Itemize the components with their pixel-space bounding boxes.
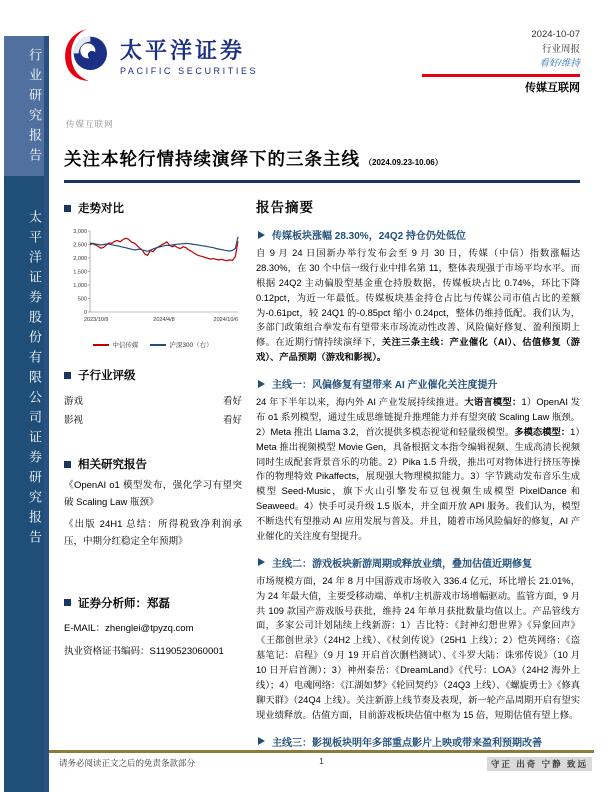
- chart-legend: [64, 340, 242, 349]
- svg-text:2023/10/9: 2023/10/9: [84, 317, 109, 323]
- sidebar-strip: [44, 36, 49, 792]
- subrating-row: [64, 412, 242, 426]
- section-arrow-icon: [258, 558, 265, 566]
- svg-text:2024/4/8: 2024/4/8: [153, 317, 175, 323]
- rating-status: 看好/维持: [539, 58, 580, 70]
- title-period: （2024.09.23-10.06）: [364, 158, 443, 167]
- footer-rule: [49, 750, 594, 753]
- trend-chart-svg: [64, 226, 242, 332]
- title-rule: [64, 180, 580, 183]
- industry-name: 传媒互联网: [525, 82, 580, 95]
- summary-section-heading: [256, 555, 580, 570]
- trend-heading-label: 走势对比: [78, 203, 124, 215]
- summary-section-heading: [256, 227, 580, 242]
- svg-text:2024/10/6: 2024/10/6: [213, 317, 238, 323]
- square-bullet-icon: [64, 599, 71, 606]
- related-report-list: [64, 478, 242, 551]
- square-bullet-icon: [64, 372, 71, 379]
- legend-line-icon: [150, 344, 166, 346]
- subrating-value: 看好: [222, 396, 242, 407]
- svg-text:0: 0: [83, 310, 87, 316]
- summary-sections: [256, 227, 580, 749]
- subrating-heading-label: 子行业评级: [78, 370, 136, 382]
- title-block: [64, 146, 580, 183]
- related-reports-heading: [64, 456, 242, 472]
- sidebar-doc-type: [4, 36, 44, 176]
- footer-motto: 守正 出奇 宁静 致远: [487, 757, 592, 771]
- brand-text: [120, 39, 258, 75]
- summary-column: [256, 196, 580, 753]
- subrating-row: [64, 393, 242, 407]
- trend-chart: [64, 226, 242, 349]
- summary-section-body: 市场规模方面，24 年 8 月中国游戏市场收入 336.4 亿元，环比增长 21.01%，为 24 年最大值，主要受移动端、单机/主机游戏市场增幅驱动。监管方面，9 月共 109 款国产游戏版号获批，维持 24 年单月获批数量均值以上。产品管线方面，多家公司计划陆续上线新游：1）吉比特：《封神幻想世界》《异象回声》《王都创世录》（24H2 上线）、《杖剑传说》（25H1 上线）；2）恺英网络：《盗墓笔记：启程》（9 月 19 开启首次删档测试）、《斗罗大陆：诛邪传说》（10 月 10 日开启首测）；3）神州泰岳：《DreamLand》《代号：LOA》（24H2 海外上线）；4）电魂网络：《江湖如梦》《轮回契约》（24Q3 上线）、《螺旋勇士》《修真聊天群》（24Q4 上线）。关注新游上线节奏及表现，新一轮产品周期开启有望实现业绩释放。估值方面，目前游戏板块估值中枢为 15 倍，短期估值有望上修。: [256, 575, 580, 720]
- sidebar-company: [4, 176, 44, 792]
- pacific-logo-icon: [62, 28, 112, 87]
- report-date: 2024-10-07: [531, 29, 580, 40]
- footer-page-number: 1: [319, 756, 324, 766]
- svg-text:3,000: 3,000: [73, 229, 87, 235]
- summary-section-heading: [256, 376, 580, 391]
- brand-logo: [62, 28, 258, 87]
- square-bullet-icon: [64, 205, 71, 212]
- report-type: 行业周报: [541, 43, 580, 55]
- svg-text:500: 500: [77, 296, 87, 303]
- summary-section-heading-label: 主线一：风偏修复有望带来 AI 产业催化关注度提升: [272, 380, 498, 391]
- svg-text:2,500: 2,500: [73, 242, 87, 249]
- left-column: [64, 196, 242, 753]
- analyst-license: 执业资格证书编码：S1190523060001: [64, 645, 224, 657]
- subrating-heading: [64, 367, 242, 383]
- content-columns: [64, 196, 580, 753]
- legend-label: 沪深300（右）: [169, 342, 213, 349]
- sidebar-company-label: 太平洋证券股份有限公司证券研究报告: [27, 210, 42, 550]
- related-reports-heading-label: 相关研究报告: [78, 459, 147, 471]
- rating-underline: [422, 74, 580, 77]
- svg-text:2,000: 2,000: [73, 256, 87, 262]
- summary-section-heading-label: 传媒板块涨幅 28.30%，24Q2 持仓仍处低位: [272, 231, 466, 242]
- analyst-email: E-MAIL：zhenglei@tpyzq.com: [64, 622, 194, 634]
- brand-name-en: PACIFIC SECURITIES: [120, 65, 259, 76]
- chart-legend-item: [150, 340, 212, 349]
- analyst-heading: [64, 595, 242, 611]
- summary-section-heading-label: 主线二：游戏板块新游周期或释放业绩，叠加估值近期修复: [272, 558, 532, 570]
- legend-label: 中信传媒: [112, 342, 139, 349]
- trend-heading: [64, 200, 242, 216]
- section-arrow-icon: [258, 231, 265, 239]
- analyst-heading-label: 证券分析师：郑磊: [78, 597, 170, 610]
- section-arrow-icon: [258, 380, 265, 388]
- footer-disclaimer: 请务必阅读正文之后的免责条款部分: [59, 758, 196, 768]
- svg-text:1,000: 1,000: [73, 283, 87, 289]
- subrating-name: 游戏: [64, 396, 84, 407]
- sidebar-doc-type-label: 行业研究报告: [27, 48, 42, 168]
- summary-section-body: 自 9 月 24 日国新办举行发布会至 9 月 30 日，传媒（中信）指数涨幅达 28.30%，在 30 个中信一级行业中排名第 11，整体表现强于市场平均水平。而根据 24Q2 主动偏股型基金重仓持股数据，传媒板块占比 0.74%，环比下降 0.12pct，为近一年最低。传媒板块基金持仓占比与传媒公司市值占比的差额为-0.61pct，较 24Q1 的-0.85pct 缩小 0.24pct，整体仍维持低配。我们认为，多部门政策组合拳发布有望带来市场流动性改善、风险偏好修复、盈利预期上修。在近期行情持续演绎下，关注三条主线：产业催化（AI）、估值修复（游戏）、产品预期（游戏和影视）。: [256, 248, 580, 363]
- related-report-item: 《出版 24H1 总结：所得税致净利润承压，中期分红稳定全年预期》: [64, 519, 242, 547]
- summary-heading: 报告摘要: [256, 200, 314, 215]
- subrating-name: 影视: [64, 415, 84, 426]
- report-title: 关注本轮行情持续演绎下的三条主线: [64, 149, 360, 169]
- summary-section-heading-label: 主线三：影视板块明年多部重点影片上映或带来盈利预期改善: [272, 737, 542, 749]
- related-report-item: 《OpenAI o1 模型发布，强化学习有望突破 Scaling Law 瓶颈》: [64, 480, 242, 508]
- summary-section-heading: [256, 734, 580, 749]
- section-arrow-icon: [258, 737, 265, 745]
- subrating-rows: [64, 393, 242, 426]
- chart-legend-item: [93, 340, 138, 349]
- brand-name-cn: 太平洋证券: [120, 38, 246, 64]
- summary-section-body: 24 年下半年以来，海内外 AI 产业发展持续推进。大语言模型：1）OpenAI 发布 o1 系列模型，通过生成思维链提升推理能力并有望突破 Scaling Law 瓶颈。2）Meta 推出 Llama 3.2，首次提供多模态视觉和轻量级模型。多模态模型：1）Meta 推出视频模型 Movie Gen，具备根据文本指令编辑视频、生成高清长视频同时生成配套背景音乐的功能。2）Pika 1.5 升级，推出可对物体进行挤压等操作的物理特效 Pikaffects，展现强大物理模拟能力。3）字节跳动发布音乐生成模型 Seed-Music，旗下火山引擎发布豆包视频生成模型 PixelDance 和 Seaweed。4）快手可灵升级 1.5 版本，并全面开放 API 服务。我们认为，模型不断迭代有望推动 AI 应用发展与普及。并且，随着市场风险偏好的修复，AI 产业催化的关注度有望提升。: [256, 397, 581, 541]
- industry-breadcrumb: 传媒互联网: [66, 119, 114, 129]
- header-meta: [422, 28, 580, 97]
- svg-text:1,500: 1,500: [73, 269, 87, 276]
- legend-line-icon: [93, 344, 109, 346]
- subrating-value: 看好: [222, 415, 242, 426]
- square-bullet-icon: [64, 461, 71, 468]
